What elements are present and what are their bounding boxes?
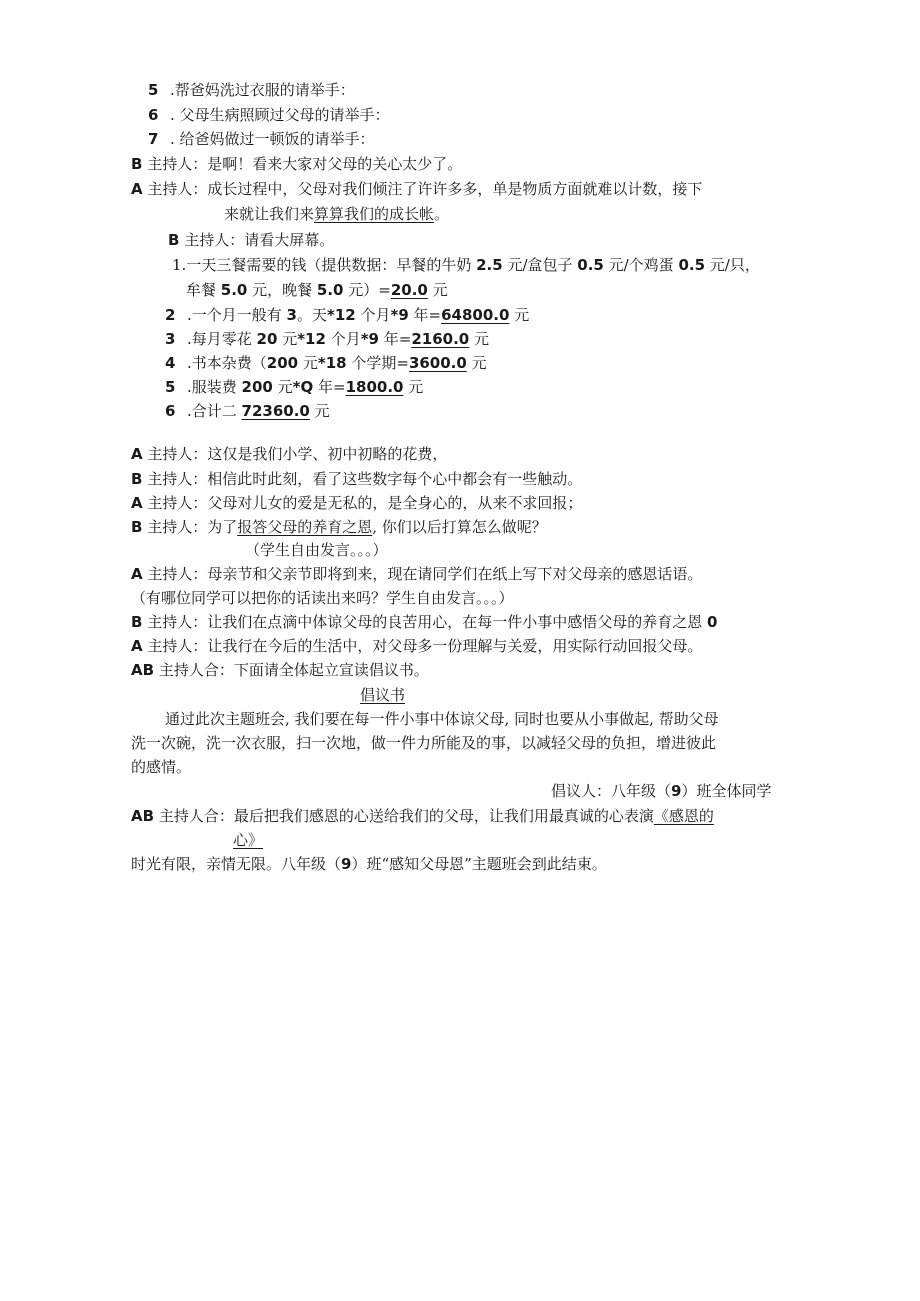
proposal-text: 的感情。 (131, 758, 192, 776)
closing-line: 时光有限，亲情无限。八年级（9）班“感知父母恩”主题班会到此结束。 (131, 855, 607, 873)
dialog-line: A 主持人：母亲节和父亲节即将到来，现在请同学们在纸上写下对父母亲的感恩话语。 (131, 565, 703, 583)
dialog-line: B 主持人：为了报答父母的养育之恩, 你们以后打算怎么做呢？ (131, 518, 547, 536)
dialog-line: A 主持人：父母对儿女的爱是无私的，是全身心的，从来不求回报； (131, 494, 583, 512)
dialog-line: AB 主持人合：下面请全体起立宣读倡议书。 (131, 661, 429, 679)
proposal-signature: 倡议人：八年级（9）班全体同学 (551, 782, 772, 800)
dialog-line: A 主持人：成长过程中，父母对我们倾注了许许多多，单是物质方面就难以计数，接下 (131, 180, 703, 198)
dialog-line: B 主持人：相信此时此刻，看了这些数字每个心中都会有一些触动。 (131, 470, 583, 488)
dialog-line: A 主持人：这仅是我们小学、初中初略的花费， (131, 445, 448, 463)
proposal-text: 洗一次碗，洗一次衣服，扫一次地，做一件力所能及的事，以减轻父母的负担，增进彼此 (131, 734, 717, 752)
dialog-line: B 主持人：是啊！看来大家对父母的关心太少了。 (131, 155, 463, 173)
calc-total: 6 .合计二 72360.0 元 (165, 402, 330, 420)
proposal-title: 倡议书 (360, 686, 406, 704)
calc-item-3: 3 .每月零花 20 元*12 个月*9 年=2160.0 元 (165, 330, 489, 348)
dialog-line: B 主持人：让我们在点滴中体谅父母的良苦用心，在每一件小事中感悟父母的养育之恩 0 (131, 613, 718, 631)
calc-item-5: 5 .服装费 200 元*Q 年=1800.0 元 (165, 378, 424, 396)
dialog-continuation: 心》 (233, 831, 264, 849)
calc-item-1-cont: 牟餐 5.0 元，晚餐 5.0 元）=20.0 元 (186, 281, 448, 299)
calc-item-2: 2 .一个月一般有 3。天*12 个月*9 年=64800.0 元 (165, 306, 530, 324)
list-item-5: 5 .帮爸妈洗过衣服的请举手： (148, 81, 355, 99)
stage-direction: （有哪位同学可以把你的话读出来吗？学生自由发言。。。） (131, 589, 514, 607)
calc-item-1: 1.一天三餐需要的钱（提供数据：早餐的牛奶 2.5 元/盒包子 0.5 元/个鸡蛋 0.5 元/只， (172, 256, 760, 274)
proposal-text: 通过此次主题班会, 我们要在每一件小事中体谅父母, 同时也要从小事做起, 帮助父母 (165, 710, 719, 728)
dialog-continuation: 来就让我们来算算我们的成长帐。 (224, 205, 450, 223)
stage-direction: （学生自由发言。。。） (245, 541, 388, 559)
list-item-7: 7 . 给爸妈做过一顿饭的请举手： (148, 130, 375, 148)
dialog-line: B 主持人：请看大屏幕。 (168, 231, 335, 249)
calc-item-4: 4 .书本杂费（200 元*18 个学期=3600.0 元 (165, 354, 487, 372)
dialog-line: A 主持人：让我行在今后的生活中，对父母多一份理解与关爱，用实际行动回报父母。 (131, 637, 703, 655)
list-item-6: 6 . 父母生病照顾过父母的请举手： (148, 106, 390, 124)
dialog-line: AB 主持人合：最后把我们感恩的心送给我们的父母，让我们用最真诚的心表演《感恩的 (131, 807, 714, 825)
